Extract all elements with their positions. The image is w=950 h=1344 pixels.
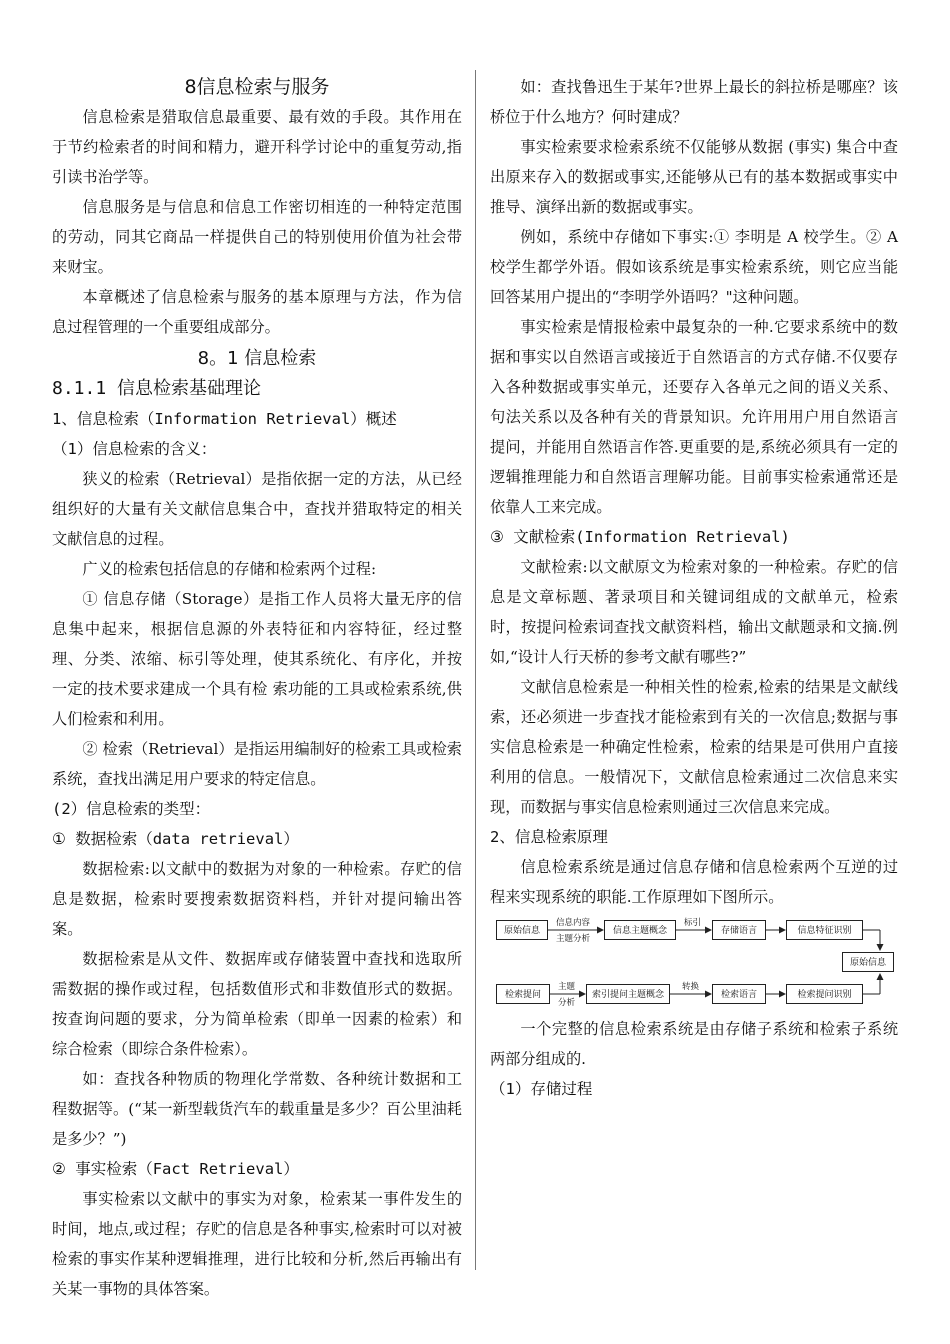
diagram-bottom-box-4: 检索提问识别 — [786, 984, 863, 1004]
principle-heading: 2、信息检索原理 — [490, 828, 608, 846]
system-composition-paragraph: 一个完整的信息检索系统是由存储子系统和检索子系统两部分组成的. — [490, 1020, 898, 1068]
fact-retrieval-heading: ② 事实检索（Fact Retrieval） — [52, 1160, 299, 1178]
data-retrieval-paragraph-1: 数据检索:以文献中的数据为对象的一种检索。存贮的信息是数据，检索时要搜索数据资料档，并针对提问输出答案。 — [52, 860, 462, 938]
diagram-label-indexing: 标引 — [684, 918, 702, 928]
chapter-title: 8信息检索与服务 — [184, 76, 330, 98]
retrieval-principle-diagram — [490, 916, 898, 1008]
diagram-center-box: 原始信息 — [842, 952, 894, 972]
diagram-label-content: 信息内容 — [556, 918, 591, 928]
diagram-top-box-2: 信息主题概念 — [604, 920, 676, 940]
diagram-label-subject-analysis: 主题分析 — [556, 934, 591, 944]
fact-retrieval-paragraph-3: 事实检索要求检索系统不仅能够从数据 (事实) 集合中查出原来存入的数据或事实,还能够从已有的基本数据或事实中推导、演绎出新的数据或事实。 — [490, 138, 898, 216]
diagram-top-box-4: 信息特征识别 — [786, 920, 863, 940]
definition-paragraph-2: 广义的检索包括信息的存储和检索两个过程: — [82, 560, 377, 578]
diagram-bottom-box-2: 索引提问主题概念 — [586, 984, 670, 1004]
diagram-top-box-1: 原始信息 — [496, 920, 548, 940]
storage-process-heading: （1）存储过程 — [490, 1080, 593, 1098]
intro-paragraph-2: 信息服务是与信息和信息工作密切相连的一种特定范围的劳动，同其它商品一样提供自己的特别使用价值为社会带来财宝。 — [52, 198, 462, 276]
document-retrieval-heading: ③ 文献检索(Information Retrieval) — [490, 528, 790, 546]
fact-retrieval-paragraph-2: 如：查找鲁迅生于某年?世界上最长的斜拉桥是哪座？该桥位于什么地方？何时建成？ — [490, 78, 898, 126]
column-divider — [475, 70, 476, 1270]
subsection-heading: 8.1.1 信息检索基础理论 — [52, 378, 262, 399]
definition-heading: （1）信息检索的含义： — [52, 440, 217, 458]
diagram-label-conversion: 转换 — [682, 982, 700, 992]
intro-paragraph-3: 本章概述了信息检索与服务的基本原理与方法，作为信息过程管理的一个重要组成部分。 — [52, 288, 462, 336]
section-heading: 8。1 信息检索 — [197, 348, 317, 369]
data-retrieval-paragraph-3: 如：查找各种物质的物理化学常数、各种统计数据和工程数据等。(“某一新型载货汽车的载重量是多少？百公里油耗是多少？”) — [52, 1070, 462, 1148]
definition-paragraph-1: 狭义的检索（Retrieval）是指依据一定的方法，从已经组织好的大量有关文献信息集合中，查找并猎取特定的相关文献信息的过程。 — [52, 470, 462, 548]
overview-heading: 1、信息检索（Information Retrieval）概述 — [52, 410, 397, 428]
intro-paragraph-1: 信息检索是猎取信息最重要、最有效的手段。其作用在于节约检索者的时间和精力，避开科学讨论中的重复劳动,指引读书治学等。 — [52, 108, 462, 186]
principle-paragraph: 信息检索系统是通过信息存储和信息检索两个互逆的过程来实现系统的职能.工作原理如下图所示。 — [490, 858, 898, 906]
diagram-top-box-3: 存储语言 — [712, 920, 766, 940]
fact-retrieval-paragraph-1: 事实检索以文献中的事实为对象，检索某一事件发生的时间，地点,或过程；存贮的信息是各种事实,检索时可以对被检索的事实作某种逻辑推理，进行比较和分析,然后再输出有关某一事物的具体答案。 — [52, 1190, 462, 1298]
diagram-bottom-box-3: 检索语言 — [712, 984, 766, 1004]
definition-paragraph-4: ② 检索（Retrieval）是指运用编制好的检索工具或检索系统，查找出满足用户要求的特定信息。 — [52, 740, 462, 788]
diagram-bottom-box-1: 检索提问 — [496, 984, 550, 1004]
diagram-label-subject: 主题 — [558, 982, 576, 992]
diagram-label-analysis: 分析 — [558, 998, 576, 1008]
data-retrieval-heading: ① 数据检索（data retrieval） — [52, 830, 299, 848]
document-retrieval-paragraph-1: 文献检索:以文献原文为检索对象的一种检索。存贮的信息是文章标题、著录项目和关键词组成的文献单元，检索时，按提问检索词查找文献资料档，输出文献题录和文摘.例如,“设计人行天桥的参考文献有哪些?” — [490, 558, 898, 666]
data-retrieval-paragraph-2: 数据检索是从文件、数据库或存储装置中查找和选取所需数据的操作或过程，包括数值形式和非数值形式的数据。按查询问题的要求，分为简单检索（即单一因素的检索）和综合检索（即综合条件检索）。 — [52, 950, 462, 1058]
right-column — [490, 72, 898, 1104]
document-retrieval-paragraph-2: 文献信息检索是一种相关性的检索,检索的结果是文献线索，还必须进一步查找才能检索到有关的一次信息;数据与事实信息检索是一种确定性检索，检索的结果是可供用户直接利用的信息。一般情况下，文献信息检索通过二次信息来实现，而数据与事实信息检索则通过三次信息来完成。 — [490, 678, 898, 816]
definition-paragraph-3: ① 信息存储（Storage）是指工作人员将大量无序的信息集中起来，根据信息源的外表特征和内容特征，经过整理、分类、浓缩、标引等处理，使其系统化、有序化，并按一定的技术要求建成一个具有检 索功能的工具或检索系统,供人们检索和利用。 — [52, 590, 462, 728]
types-heading: (2）信息检索的类型： — [52, 800, 211, 818]
left-column — [52, 72, 462, 1304]
fact-retrieval-paragraph-4: 例如，系统中存储如下事实:① 李明是 A 校学生。② A 校学生都学外语。假如该系统是事实检索系统，则它应当能回答某用户提出的“李明学外语吗？"这种问题。 — [490, 228, 898, 306]
fact-retrieval-paragraph-5: 事实检索是情报检索中最复杂的一种.它要求系统中的数据和事实以自然语言或接近于自然语言的方式存储.不仅要存入各种数据或事实单元，还要存入各单元之间的语义关系、句法关系以及各种有关的背景知识。允许用用户用自然语言提问，并能用自然语言作答.更重要的是,系统必须具有一定的逻辑推理能力和自然语言理解功能。目前事实检索通常还是依靠人工来完成。 — [490, 318, 898, 516]
